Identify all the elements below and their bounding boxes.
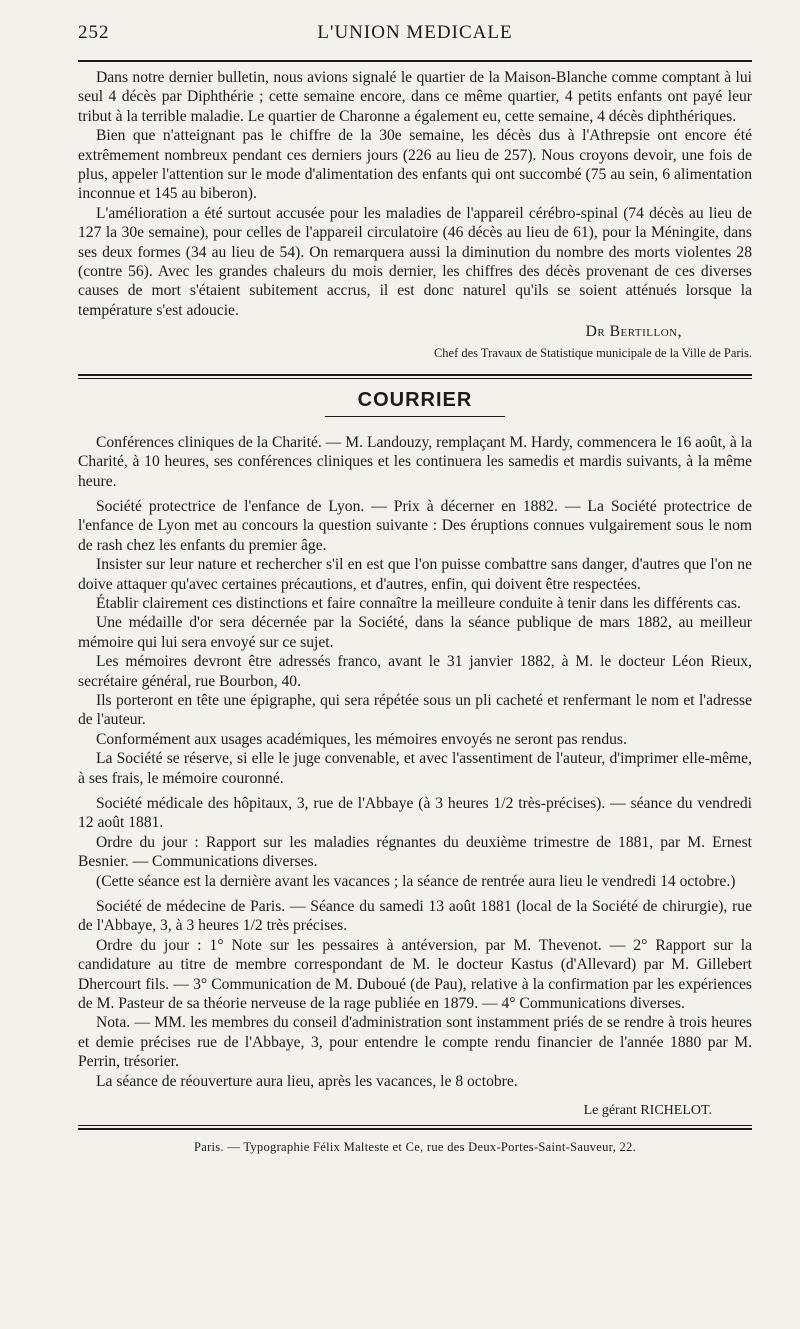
courrier-paragraph-1: Conférences cliniques de la Charité. — M. Landouzy, remplaçant M. Hardy, commencera le 16 août, à la Charité, à 10 heures, ses conférences cliniques et les continuera les samedis et mardis suivants, à la même heure. <box>78 433 752 490</box>
courrier-paragraph-8: Conformément aux usages académiques, les mémoires envoyés ne seront pas rendus. <box>96 730 627 748</box>
printer-imprint: Paris. — Typographie Félix Malteste et Ce, rue des Deux-Portes-Saint-Sauveur, 22. <box>193 1140 637 1155</box>
courrier-paragraph-11: Ordre du jour : Rapport sur les maladies régnantes du deuxième trimestre de 1881, par M. Ernest Besnier. — Communications diverses. <box>78 833 752 871</box>
bulletin-paragraph-3: L'amélioration a été surtout accusée pour les maladies de l'appareil cérébro-spinal (74 décès au lieu de 127 la 30e semaine), pour celles de l'appareil circulatoire (46 décès au lieu de 61), pour la Méningite, dans ses deux formes (34 au lieu de 54). On remarquera aussi la diminution du nombre des morts violentes 28 (contre 56). Avec les grandes chaleurs du mois dernier, les chiffres des décès provenant de ces diverses causes de mort s'étaient subitement accrus, il est donc naturel qu'ils se soient atténués lorsque la température s'est adoucie. <box>78 204 752 319</box>
bulletin-section <box>78 68 752 362</box>
courrier-paragraph-14: Ordre du jour : 1° Note sur les pessaires à antéversion, par M. Thevenot. — 2° Rapport sur la candidature au titre de membre correspondant de M. le docteur Kastus (d'Allevard) par M. Gillebert Dhercourt fils. — 3° Communication de M. Duboué (de Pau), relative à la confirmation par les expériences de M. Pasteur de sa théorie nerveuse de la rage publiée en 1879. — 4° Communications diverses. <box>78 936 752 1013</box>
bulletin-paragraph-2: Bien que n'atteignant pas le chiffre de la 30e semaine, les décès dus à l'Athrepsie ont encore été extrêmement nombreux pendant ces derniers jours (226 au lieu de 257). Nous croyons devoir, une fois de plus, appeler l'attention sur le mode d'alimentation des enfants qui ont succombé (75 au sein, 6 alimentation inconnue et 145 au biberon). <box>78 127 752 203</box>
courrier-paragraph-2: Société protectrice de l'enfance de Lyon. — Prix à décerner en 1882. — La Société protectrice de l'enfance de Lyon met au concours la question suivante : Des éruptions connues vulgairement sous le nom de rash chez les enfants du premier âge. <box>78 497 752 554</box>
courrier-paragraph-12: (Cette séance est la dernière avant les vacances ; la séance de rentrée aura lieu le vendredi 14 octobre.) <box>96 872 736 890</box>
section-heading-rule <box>325 416 505 417</box>
courrier-paragraph-6: Les mémoires devront être adressés franco, avant le 31 janvier 1882, à M. le docteur Léon Rieux, secrétaire général, rue Bourbon, 40. <box>78 653 752 690</box>
courrier-paragraph-9: La Société se réserve, si elle le juge convenable, et avec l'assentiment de l'auteur, d'imprimer elle-même, à ses frais, le mémoire couronné. <box>78 750 752 787</box>
courrier-paragraph-7: Ils porteront en tête une épigraphe, qui sera répétée sous un pli cacheté et renfermant le nom et l'adresse de l'auteur. <box>78 691 752 729</box>
section-divider <box>78 374 752 379</box>
page-number: 252 <box>78 22 110 43</box>
section-heading: COURRIER <box>357 388 473 411</box>
signature-role: Chef des Travaux de Statistique municipale de la Ville de Paris. <box>433 345 752 360</box>
header-rule <box>78 60 752 62</box>
signature-name: Dr Bertillon, <box>585 323 682 341</box>
journal-title: L'UNION MEDICALE <box>317 22 513 43</box>
courrier-section <box>78 433 752 1091</box>
footer-rule-thin <box>78 1125 752 1126</box>
gerant-signature: Le gérant RICHELOT. <box>583 1103 712 1119</box>
courrier-paragraph-3: Insister sur leur nature et rechercher s'il en est que l'on puisse combattre sans danger, d'autres que l'on ne doive attaquer qu'avec certaines précautions, et d'autres, enfin, qui doivent être respectées. <box>78 556 752 593</box>
courrier-paragraph-16: La séance de réouverture aura lieu, après les vacances, le 8 octobre. <box>96 1072 518 1090</box>
running-head <box>78 22 752 52</box>
courrier-paragraph-15: Nota. — MM. les membres du conseil d'administration sont instamment priés de se rendre à trois heures et demie précises rue de l'Abbaye, 3, pour entendre le compte rendu financier de l'année 1880 par M. Perrin, trésorier. <box>78 1014 752 1071</box>
courrier-paragraph-5: Une médaille d'or sera décernée par la Société, dans la séance publique de mars 1882, au meilleur mémoire qui lui sera envoyé sur ce sujet. <box>78 614 752 651</box>
courrier-paragraph-13: Société de médecine de Paris. — Séance du samedi 13 août 1881 (local de la Société de chirurgie), rue de l'Abbaye, 3, à 3 heures 1/2 très précises. <box>78 898 752 935</box>
courrier-paragraph-10: Société médicale des hôpitaux, 3, rue de l'Abbaye (à 3 heures 1/2 très-précises). — séance du vendredi 12 août 1881. <box>78 795 752 832</box>
bulletin-paragraph-1: Dans notre dernier bulletin, nous avions signalé le quartier de la Maison-Blanche comme comptant à lui seul 4 décès par Diphthérie ; cette semaine encore, dans ce même quartier, 4 petits enfants ont payé leur tribut à la terrible maladie. Le quartier de Charonne a également eu, cette semaine, 4 décès diphthériques. <box>78 69 752 125</box>
courrier-paragraph-4: Établir clairement ces distinctions et faire connaître la meilleure conduite à tenir dans les différents cas. <box>96 594 741 612</box>
footer-rule-thick <box>78 1128 752 1130</box>
bulletin-signature <box>78 322 752 341</box>
